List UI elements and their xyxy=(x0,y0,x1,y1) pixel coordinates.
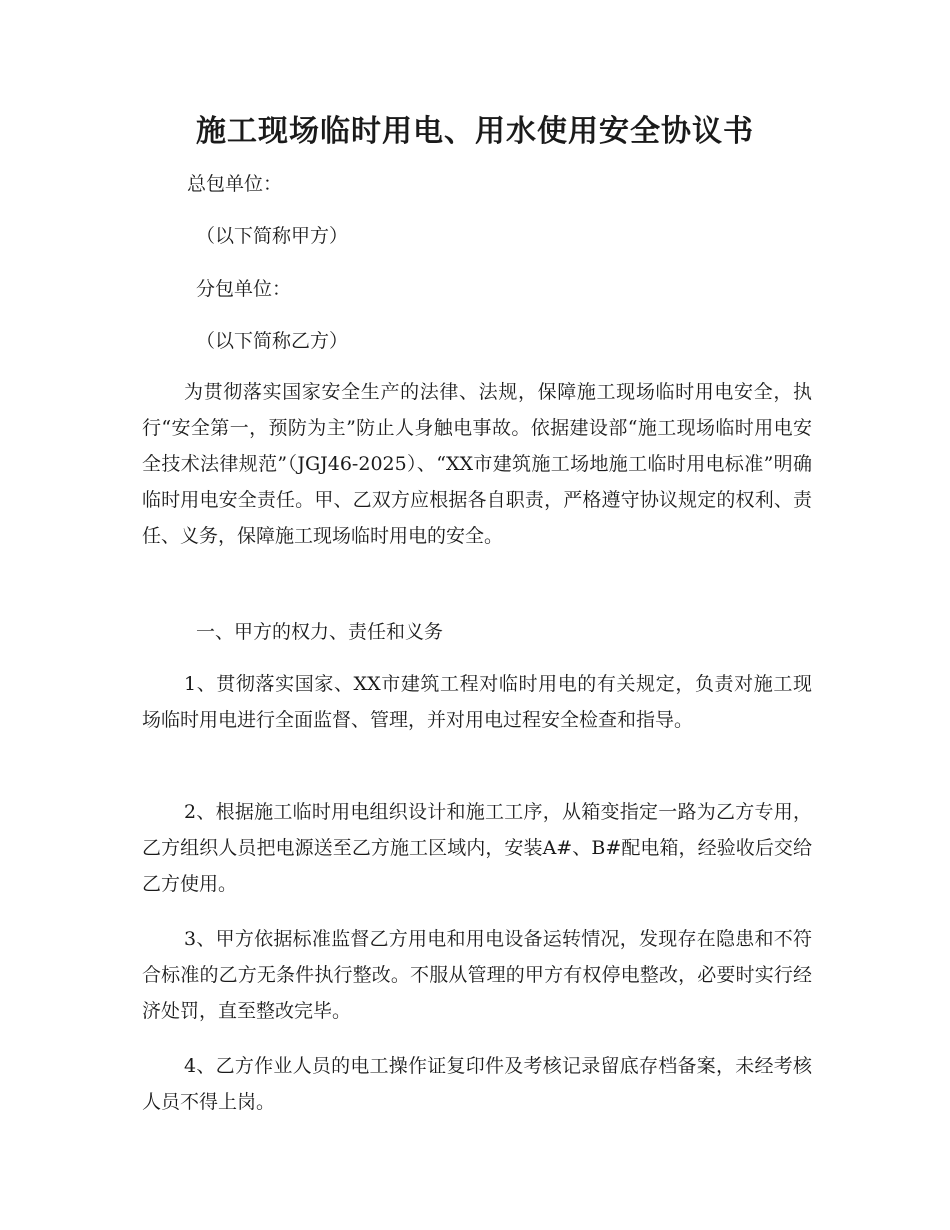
clause-3: 3、甲方依据标准监督乙方用电和用电设备运转情况，发现存在隐患和不符合标准的乙方无条件执行整改。不服从管理的甲方有权停电整改，必要时实行经济处罚，直至整改完毕。 xyxy=(142,928,812,1022)
party-a-abbreviation: （以下简称甲方） xyxy=(196,225,349,247)
section-1-heading: 一、甲方的权力、责任和义务 xyxy=(196,621,444,643)
intro-paragraph: 为贯彻落实国家安全生产的法律、法规，保障施工现场临时用电安全，执行“安全第一，预防为主”防止人身触电事故。依据建设部“施工现场临时用电安全技术法律规范”（JGJ46-2025）、“XX市建筑施工场地施工临时用电标准”明确临时用电安全责任。甲、乙双方应根据各自职责，严格遵守协议规定的权利、责任、义务，保障施工现场临时用电的安全。 xyxy=(142,381,812,547)
party-b-abbreviation: （以下简称乙方） xyxy=(196,330,349,352)
party-b-label: 分包单位： xyxy=(196,278,292,300)
clause-4: 4、乙方作业人员的电工操作证复印件及考核记录留底存档备案，未经考核人员不得上岗。 xyxy=(142,1055,812,1113)
clause-1: 1、贯彻落实国家、XX市建筑工程对临时用电的有关规定，负责对施工现场临时用电进行全面监督、管理，并对用电过程安全检查和指导。 xyxy=(142,673,812,731)
clause-2: 2、根据施工临时用电组织设计和施工工序，从箱变指定一路为乙方专用，乙方组织人员把电源送至乙方施工区域内，安装A#、B#配电箱，经验收后交给乙方使用。 xyxy=(142,801,812,895)
document-title: 施工现场临时用电、用水使用安全协议书 xyxy=(196,114,754,149)
party-a-label: 总包单位： xyxy=(187,173,283,195)
